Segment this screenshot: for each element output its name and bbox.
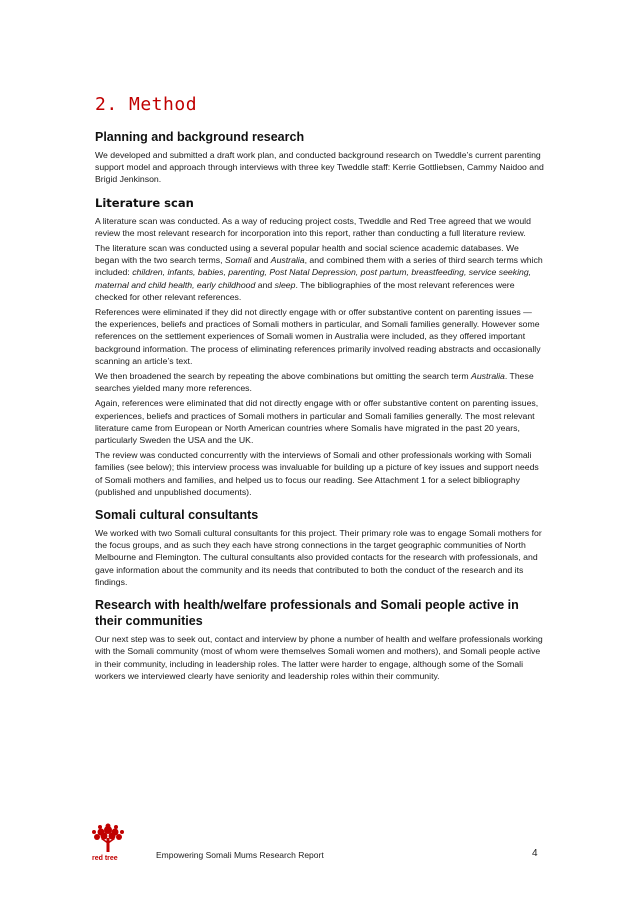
section-title: 2. Method — [95, 94, 198, 115]
literature-paragraph-2: The literature scan was conducted using a several popular health and social science academic databases. We began with the two search terms, Somali and Australia, and combined them with a series of third search terms which included: children, infants, babies, parenting, Post Natal Depression, post partum, breastfeeding, service seeking, maternal and child health, early childhood and sleep. The bibliographies of the most relevant references were checked for other relevant references. — [95, 243, 543, 302]
search-term-somali: Somali — [224, 255, 252, 266]
search-term-australia-omitted: Australia — [471, 371, 505, 382]
page-content — [95, 93, 545, 685]
logo-wordmark: red tree — [92, 855, 118, 862]
literature-paragraph-6: The review was conducted concurrently with the interviews of Somali and other professionals working with Somali families (see below); this interview process was invaluable for building up a picture of key issues and support needs of Somali mothers and families, and helped us to focus our reading. See Attachment 1 for a select bibliography (published and unpublished documents). — [95, 450, 539, 497]
search-terms-third: children, infants, babies, parenting, Post Natal Depression, post partum, breastfeeding, service seeking, maternal and child health, early childhood — [95, 267, 532, 290]
literature-paragraph-1: A literature scan was conducted. As a way of reducing project costs, Tweddle and Red Tree agreed that we would review the most relevant research for incorporation into this report, rather than conducting a full literature review. — [95, 215, 531, 238]
research-heading: Research with health/welfare professionals and Somali people active in their communities — [95, 598, 519, 629]
literature-paragraph-3: References were eliminated if they did not directly engage with or offer substantive content on parenting issues — the experiences, beliefs and practices of Somali mothers in particular, and Somali families generally. However some references on the settlement experiences of Somali women in Australia were included, as they offered important background information. The process of eliminating references primarily involved reading abstracts and occasionally scanning an article’s text. — [95, 307, 541, 366]
literature-paragraph-4: We then broadened the search by repeating the above combinations but omitting the search term Australia. These searches yielded many more references. — [95, 371, 534, 394]
search-term-sleep: sleep — [274, 279, 296, 290]
page-number: 4 — [532, 848, 538, 859]
tree-icon — [88, 822, 128, 856]
consultants-paragraph: We worked with two Somali cultural consultants for this project. Their primary role was to engage Somali mothers for the focus groups, and as such they each have strong connections in the target geographic communities of North Melbourne and Flemington. The cultural consultants also provided contacts for the research with professionals, and gave information about the community and its needs that contributed to both the conduct of the research and its findings. — [95, 528, 542, 587]
red-tree-logo — [88, 822, 128, 868]
page-footer — [88, 822, 548, 872]
consultants-heading: Somali cultural consultants — [95, 508, 259, 523]
literature-heading: Literature scan — [95, 195, 194, 210]
footer-report-title: Empowering Somali Mums Research Report — [156, 850, 324, 860]
search-term-australia: Australia — [270, 255, 305, 266]
research-paragraph: Our next step was to seek out, contact and interview by phone a number of health and welfare professionals working with the Somali community (most of whom were themselves Somali women and mothers), and Somali people active in their community, including in leadership roles. The latter were harder to engage, although some of the Somali workers we interviewed clearly have seniority and leadership roles within their community. — [95, 634, 543, 681]
literature-paragraph-5: Again, references were eliminated that did not directly engage with or offer substantive content on parenting issues, experiences, beliefs and practices of Somali mothers in particular and Somali families generally. The most relevant literature came from European or North American countries where Somalis have migrated in the past 20 years, particularly Sweden the USA and the UK. — [95, 398, 539, 446]
planning-heading: Planning and background research — [95, 130, 305, 144]
planning-paragraph: We developed and submitted a draft work plan, and conducted background research on Tweddle’s current parenting support model and approach through interviews with three key Tweddle staff: Kerrie Gottliebsen, Cammy Naidoo and Brigid Jenkinson. — [95, 150, 544, 185]
